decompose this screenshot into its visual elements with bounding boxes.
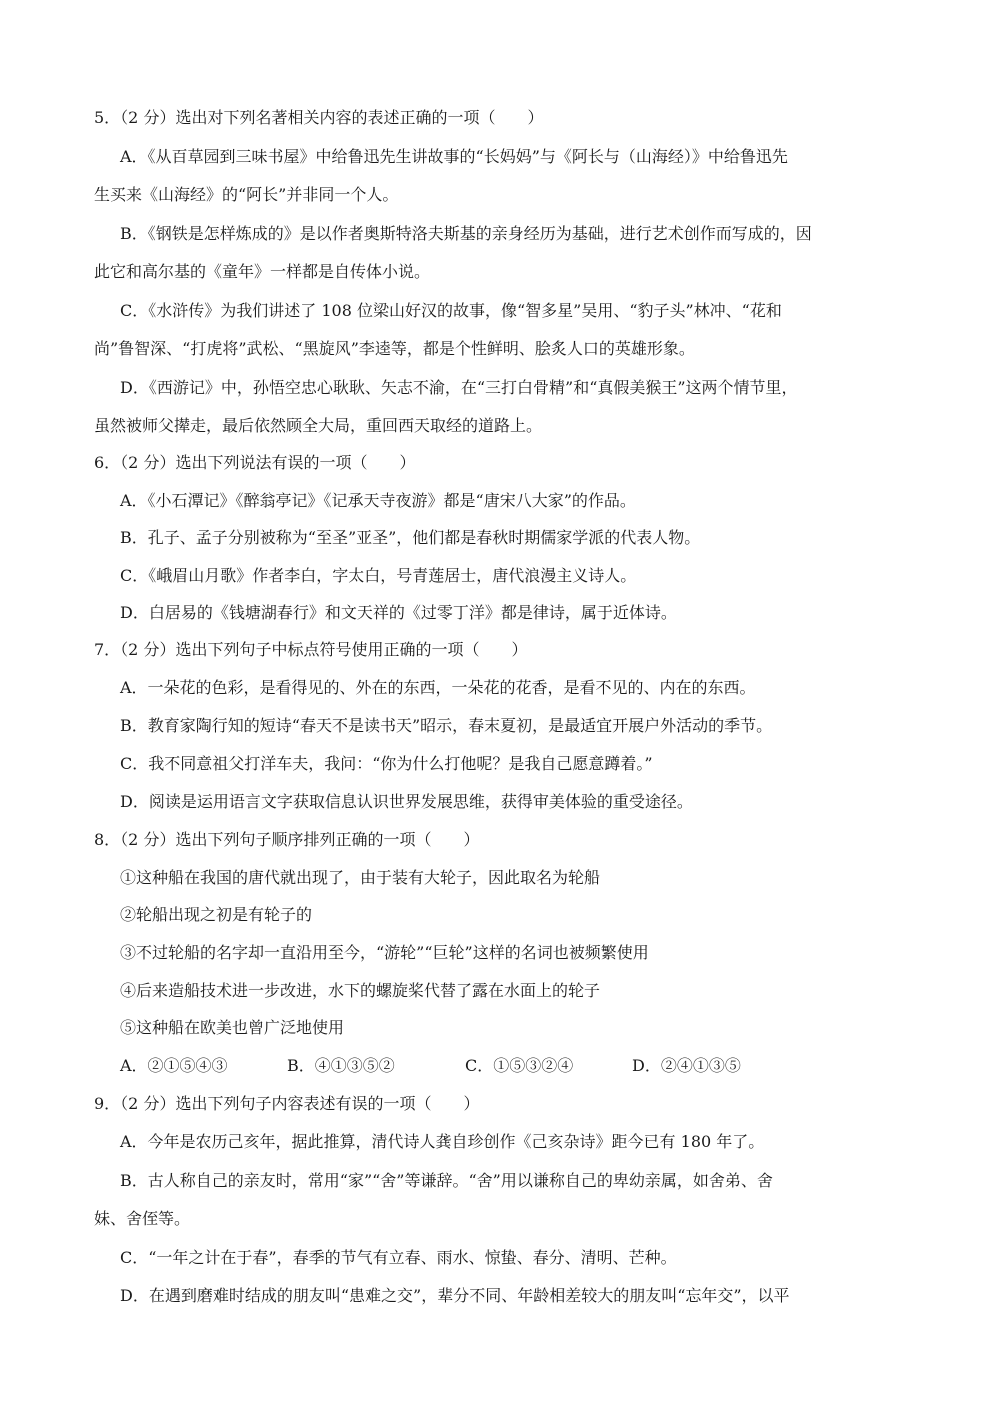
q5-option-d-cont: 虽然被师父撵走，最后依然顾全大局，重回西天取经的道路上。 [94,416,543,435]
q5-option-d: D．《西游记》中，孙悟空忠心耿耿、矢志不渝，在“三打白骨精”和“真假美猴王”这两个情节里， [120,378,798,397]
q8-stem: 8．（2 分）选出下列句子顺序排列正确的一项（ ） [94,830,480,849]
q8-option-d: D．②④①③⑤ [632,1056,741,1075]
q8-option-a: A．②①⑤④③ [120,1056,228,1075]
q8-option-c: C．①⑤③②④ [465,1056,574,1075]
q9-option-c: C．“一年之计在于春”，春季的节气有立春、雨水、惊蛰、春分、清明、芒种。 [120,1248,677,1267]
q7-option-c: C．我不同意祖父打洋车夫，我问：“你为什么打他呢？是我自己愿意蹲着。” [120,754,653,773]
q6-option-c: C．《峨眉山月歌》作者李白，字太白，号青莲居士，唐代浪漫主义诗人。 [120,566,637,585]
q8-sentence-5: ⑤这种船在欧美也曾广泛地使用 [120,1018,345,1037]
q6-option-b: B．孔子、孟子分别被称为“至圣”亚圣”，他们都是春秋时期儒家学派的代表人物。 [120,528,701,547]
q7-option-a: A．一朵花的色彩，是看得见的、外在的东西，一朵花的花香，是看不见的、内在的东西。 [120,678,756,697]
q7-option-d: D．阅读是运用语言文字获取信息认识世界发展思维，获得审美体验的重受途径。 [120,792,693,811]
q8-option-b: B．④①③⑤② [287,1056,395,1075]
q6-option-d: D．白居易的《钱塘湖春行》和文天祥的《过零丁洋》都是律诗，属于近体诗。 [120,603,677,622]
q6-option-a: A．《小石潭记》《醉翁亭记》《记承天寺夜游》都是“唐宋八大家”的作品。 [120,491,636,510]
q7-stem: 7．（2 分）选出下列句子中标点符号使用正确的一项（ ） [94,640,528,659]
q7-option-b: B．教育家陶行知的短诗“春天不是读书天”昭示，春末夏初，是最适宜开展户外活动的季节。 [120,716,773,735]
q6-stem: 6．（2 分）选出下列说法有误的一项（ ） [94,453,416,472]
q9-option-d: D．在遇到磨难时结成的朋友叫“患难之交”，辈分不同、年龄相差较大的朋友叫“忘年交”，以平 [120,1286,790,1305]
q9-option-b-cont: 妹、舍侄等。 [94,1209,191,1228]
q8-sentence-4: ④后来造船技术进一步改进，水下的螺旋桨代替了露在水面上的轮子 [120,981,601,1000]
q5-option-b-cont: 此它和高尔基的《童年》一样都是自传体小说。 [94,262,431,281]
q8-sentence-3: ③不过轮船的名字却一直沿用至今，“游轮”“巨轮”这样的名词也被频繁使用 [120,943,649,962]
q5-option-c: C．《水浒传》为我们讲述了 108 位梁山好汉的故事，像“智多星”吴用、“豹子头”林冲、“花和 [120,301,782,320]
q8-sentence-1: ①这种船在我国的唐代就出现了，由于装有大轮子，因此取名为轮船 [120,868,601,887]
q5-option-b: B．《钢铁是怎样炼成的》是以作者奥斯特洛夫斯基的亲身经历为基础，进行艺术创作而写成的，因 [120,224,812,243]
q9-option-a: A．今年是农历己亥年，据此推算，清代诗人龚自珍创作《己亥杂诗》距今已有 180 年了。 [120,1132,765,1151]
q9-option-b: B．古人称自己的亲友时，常用“家”“舍”等谦辞。“舍”用以谦称自己的卑幼亲属，如舍弟、舍 [120,1171,773,1190]
q5-option-c-cont: 尚”鲁智深、“打虎将”武松、“黑旋风”李逵等，都是个性鲜明、脍炙人口的英雄形象。 [94,339,695,358]
q5-stem: 5．（2 分）选出对下列名著相关内容的表述正确的一项（ ） [94,108,544,127]
q9-stem: 9．（2 分）选出下列句子内容表述有误的一项（ ） [94,1094,480,1113]
q8-sentence-2: ②轮船出现之初是有轮子的 [120,905,313,924]
q5-option-a-cont: 生买来《山海经》的“阿长”并非同一个人。 [94,185,399,204]
q5-option-a: A．《从百草园到三味书屋》中给鲁迅先生讲故事的“长妈妈”与《阿长与（山海经）》中给鲁迅先 [120,147,788,166]
